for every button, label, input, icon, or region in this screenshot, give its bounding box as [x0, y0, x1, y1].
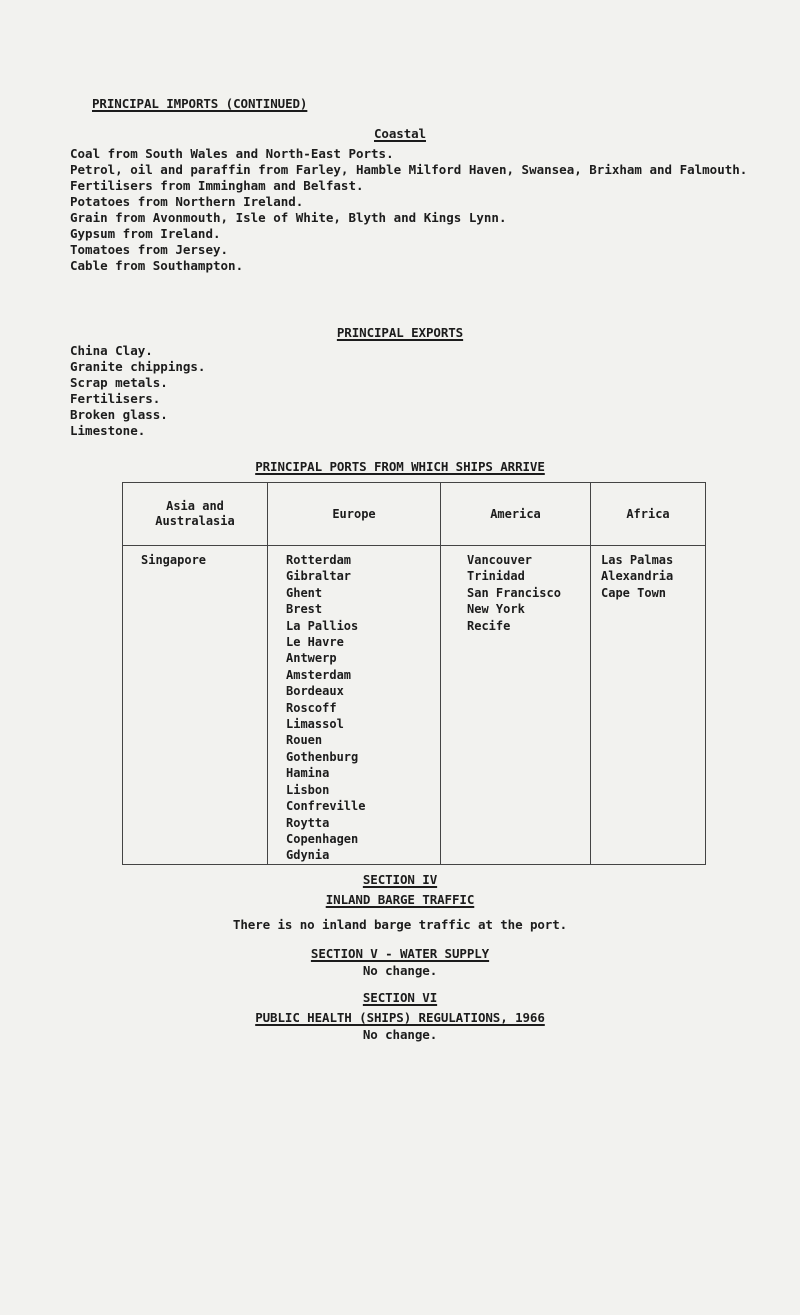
exports-heading: PRINCIPAL EXPORTS — [336, 325, 464, 340]
africa-cell — [591, 546, 706, 865]
ports-heading: PRINCIPAL PORTS FROM WHICH SHIPS ARRIVE — [255, 459, 545, 474]
coastal-line: Fertilisers from Immingham and Belfast. — [70, 178, 364, 193]
section-vi-subheading: PUBLIC HEALTH (SHIPS) REGULATIONS, 1966 — [255, 1010, 545, 1025]
port-name: Rotterdam — [286, 553, 352, 567]
port-name: Ghent — [286, 585, 323, 600]
coastal-line: Grain from Avonmouth, Isle of White, Blyth and Kings Lynn. — [70, 210, 507, 225]
export-item: Limestone. — [70, 423, 146, 438]
section-iv-subheading: INLAND BARGE TRAFFIC — [325, 892, 475, 907]
port-name: Confreville — [286, 799, 366, 814]
asia-cell — [123, 546, 268, 865]
america-cell — [441, 546, 591, 865]
coastal-heading: Coastal — [374, 126, 426, 141]
port-name: Las Palmas — [601, 553, 674, 567]
export-item: China Clay. — [70, 343, 153, 358]
port-name: Le Havre — [286, 635, 344, 650]
port-name: Recife — [467, 618, 511, 633]
coastal-line: Tomatoes from Jersey. — [70, 242, 229, 257]
port-name: Vancouver — [467, 553, 533, 567]
column-header-asia: Asia and Australasia — [123, 483, 268, 546]
port-name: Rouen — [286, 733, 323, 748]
export-item: Scrap metals. — [70, 375, 168, 390]
port-name: Copenhagen — [286, 831, 359, 846]
export-item: Fertilisers. — [70, 391, 161, 406]
column-header-america: America — [441, 483, 591, 546]
section-iv-heading: SECTION IV — [362, 872, 438, 887]
coastal-list — [70, 146, 790, 274]
section-v-heading: SECTION V - WATER SUPPLY — [310, 946, 490, 961]
section-vi-heading: SECTION VI — [362, 990, 438, 1005]
port-name: San Francisco — [467, 585, 561, 600]
coastal-line: Potatoes from Northern Ireland. — [70, 194, 304, 209]
column-header-africa: Africa — [591, 483, 706, 546]
port-name: Antwerp — [286, 651, 337, 666]
port-name: Lisbon — [286, 782, 330, 797]
port-name: Gibraltar — [286, 569, 352, 584]
port-name: Roscoff — [286, 700, 337, 715]
coastal-line: Gypsum from Ireland. — [70, 226, 221, 241]
page-title: PRINCIPAL IMPORTS (CONTINUED) — [92, 96, 308, 111]
port-name: Roytta — [286, 815, 330, 830]
port-name: Amsterdam — [286, 667, 352, 682]
europe-cell — [268, 546, 441, 865]
port-name: La Pallios — [286, 618, 359, 633]
export-item: Broken glass. — [70, 407, 168, 422]
port-name: Hamina — [286, 766, 330, 781]
port-name: Trinidad — [467, 569, 525, 584]
ports-table — [122, 482, 706, 865]
exports-list — [70, 343, 205, 439]
port-name: New York — [467, 602, 525, 617]
port-name: Limassol — [286, 717, 344, 732]
port-name: Bordeaux — [286, 684, 344, 699]
section-iv-text: There is no inland barge traffic at the port. — [232, 917, 568, 932]
coastal-line: Coal from South Wales and North-East Ports. — [70, 146, 394, 161]
section-v-text: No change. — [362, 963, 438, 978]
export-item: Granite chippings. — [70, 359, 206, 374]
port-name: Alexandria — [601, 569, 674, 584]
port-name: Cape Town — [601, 585, 667, 600]
coastal-line: Petrol, oil and paraffin from Farley, Hamble Milford Haven, Swansea, Brixham and Falmouth. — [70, 162, 748, 177]
port-name: Gothenburg — [286, 749, 359, 764]
section-vi-text: No change. — [362, 1027, 438, 1042]
port-name: Singapore — [141, 553, 207, 567]
column-header-europe: Europe — [268, 483, 441, 546]
port-name: Gdynia — [286, 848, 330, 863]
coastal-line: Cable from Southampton. — [70, 258, 244, 273]
port-name: Brest — [286, 602, 323, 617]
